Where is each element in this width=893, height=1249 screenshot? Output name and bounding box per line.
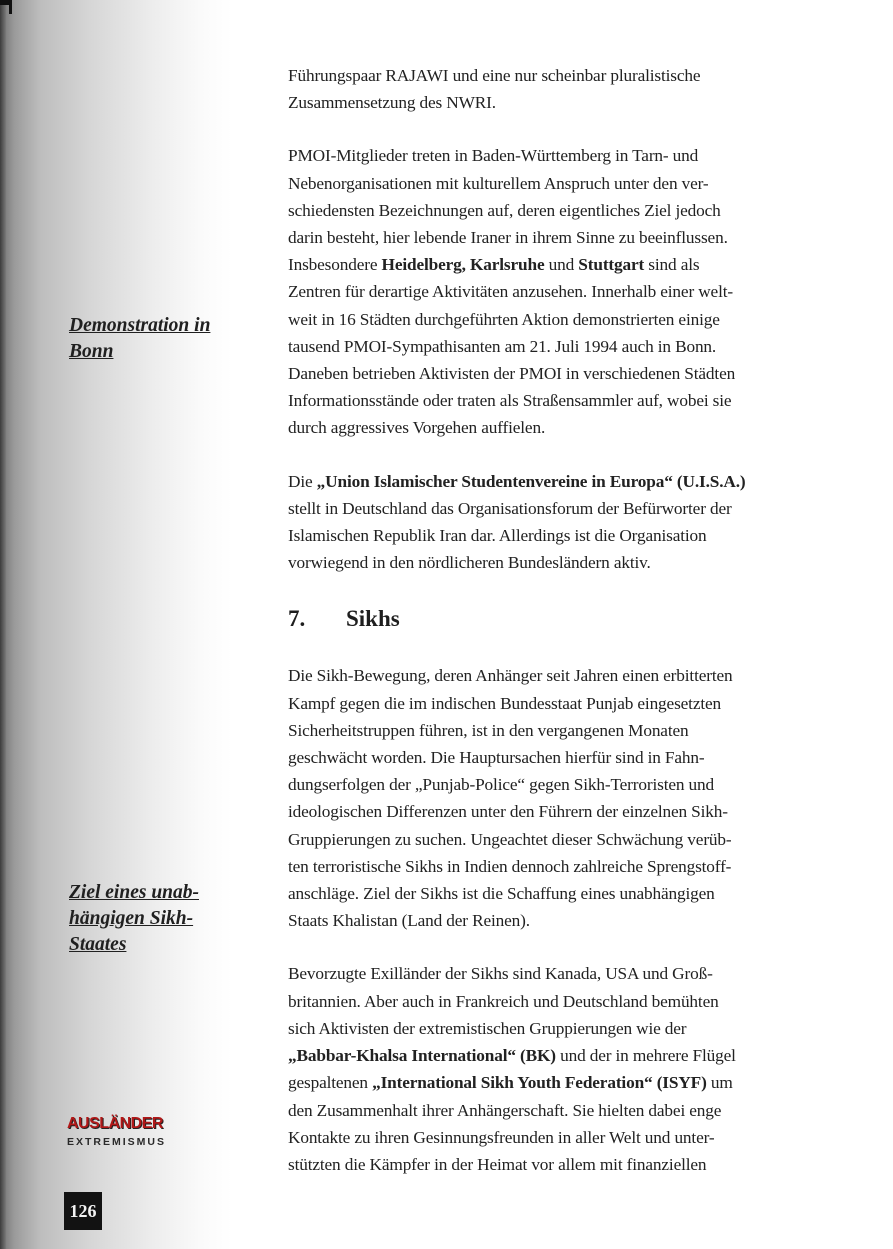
text-line: anschläge. Ziel der Sikhs ist die Schaffung eines unabhängigen	[288, 884, 715, 904]
text-line: Zusammensetzung des NWRI.	[288, 93, 496, 113]
text-line: ideologischen Differenzen unter den Führern der einzelnen Sikh-	[288, 802, 728, 822]
text-line: britannien. Aber auch in Frankreich und Deutschland bemühten	[288, 991, 719, 1011]
text-line: tausend PMOI-Sympathisanten am 21. Juli 1994 auch in Bonn.	[288, 336, 717, 356]
text-line-cities	[288, 251, 798, 278]
text-line: PMOI-Mitglieder treten in Baden-Württemberg in Tarn- und	[288, 146, 699, 166]
text-fragment: Die	[288, 471, 317, 491]
main-text	[288, 62, 798, 1178]
margin-note-khalistan	[69, 880, 199, 958]
text-line: Daneben betrieben Aktivisten der PMOI in verschiedenen Städten	[288, 364, 736, 384]
paragraph-1	[288, 62, 798, 116]
margin-note-line: Ziel eines unab-	[69, 882, 199, 903]
section-title: Sikhs	[346, 606, 400, 632]
text-line-bk	[288, 1042, 798, 1069]
text-line: ten terroristische Sikhs in Indien dennoch zahlreiche Sprengstoff-	[288, 856, 732, 876]
auslaender-extremismus-logo	[67, 1114, 167, 1148]
text-line: Die Sikh-Bewegung, deren Anhänger seit Jahren einen erbitterten	[288, 666, 733, 686]
text-line: schiedensten Bezeichnungen auf, deren eigentliches Ziel jedoch	[288, 200, 721, 220]
text-line: Gruppierungen zu suchen. Ungeachtet dieser Schwächung verüb-	[288, 829, 732, 849]
text-line: sich Aktivisten der extremistischen Gruppierungen wie der	[288, 1018, 687, 1038]
bold-cities: Heidelberg, Karlsruhe	[381, 255, 545, 275]
text-fragment: um	[706, 1073, 733, 1093]
paragraph-4	[288, 662, 798, 934]
text-line: stellt in Deutschland das Organisationsforum der Befürworter der	[288, 498, 732, 518]
bold-isyf: „International Sikh Youth Federation“ (ISYF)	[372, 1073, 707, 1093]
section-heading	[288, 604, 798, 634]
text-line: weit in 16 Städten durchgeführten Aktion demonstrierten einige	[288, 309, 720, 329]
text-line: vorwiegend in den nördlicheren Bundesländern aktiv.	[288, 553, 651, 573]
text-line: dungserfolgen der „Punjab-Police“ gegen Sikh-Terroristen und	[288, 775, 715, 795]
paragraph-5	[288, 960, 798, 1178]
text-line: darin besteht, hier lebende Iraner in ihrem Sinne zu beeinflussen.	[288, 228, 728, 248]
bold-city: Stuttgart	[578, 255, 645, 275]
logo-title: AUSLÄNDER	[67, 1115, 163, 1132]
margin-note-line: hängigen Sikh-	[69, 908, 194, 929]
text-line: Nebenorganisationen mit kulturellem Anspruch unter den ver-	[288, 173, 709, 193]
text-line: Informationsstände oder traten als Straßensammler auf, wobei sie	[288, 391, 732, 411]
logo-subtitle: EXTREMISMUS	[67, 1136, 167, 1148]
bold-uisa: „Union Islamischer Studentenvereine in Europa“ (U.I.S.A.)	[316, 471, 746, 491]
text-line: Kontakte zu ihren Gesinnungsfreunden in aller Welt und unter-	[288, 1127, 715, 1147]
text-line-isyf	[288, 1069, 798, 1096]
margin-note-demonstration	[69, 313, 210, 365]
section-number: 7.	[288, 606, 306, 632]
bold-bk: „Babbar-Khalsa International“ (BK)	[288, 1046, 556, 1066]
crop-mark	[0, 0, 12, 14]
text-line: stützten die Kämpfer in der Heimat vor allem mit finanziellen	[288, 1154, 707, 1174]
text-line: Staats Khalistan (Land der Reinen).	[288, 911, 530, 931]
margin-note-line: Bonn	[69, 341, 114, 362]
text-line: geschwächt worden. Die Hauptursachen hierfür sind in Fahn-	[288, 748, 705, 768]
page-number: 126	[64, 1192, 102, 1230]
margin-note-line: Demonstration in	[69, 315, 211, 336]
page-gutter-shadow	[0, 0, 232, 1249]
paragraph-3	[288, 468, 798, 577]
text-fragment: sind als	[644, 255, 700, 275]
binding-edge	[0, 0, 6, 1249]
text-fragment: und der in mehrere Flügel	[555, 1046, 736, 1066]
text-fragment: Insbesondere	[288, 255, 382, 275]
text-line: den Zusammenhalt ihrer Anhängerschaft. Sie hielten dabei enge	[288, 1100, 722, 1120]
text-line: Sicherheitstruppen führen, ist in den vergangenen Monaten	[288, 720, 689, 740]
margin-note-line: Staates	[69, 934, 127, 955]
text-line: durch aggressives Vorgehen auffielen.	[288, 418, 546, 438]
text-line: Zentren für derartige Aktivitäten anzusehen. Innerhalb einer welt-	[288, 282, 733, 302]
text-line-uisa	[288, 468, 798, 495]
text-line: Islamischen Republik Iran dar. Allerdings ist die Organisation	[288, 526, 707, 546]
text-line: Bevorzugte Exilländer der Sikhs sind Kanada, USA und Groß-	[288, 964, 713, 984]
paragraph-2	[288, 142, 798, 441]
text-fragment: und	[544, 255, 579, 275]
text-fragment: gespaltenen	[288, 1073, 373, 1093]
text-line: Führungspaar RAJAWI und eine nur scheinbar pluralistische	[288, 66, 701, 85]
text-line: Kampf gegen die im indischen Bundesstaat Punjab eingesetzten	[288, 693, 721, 713]
